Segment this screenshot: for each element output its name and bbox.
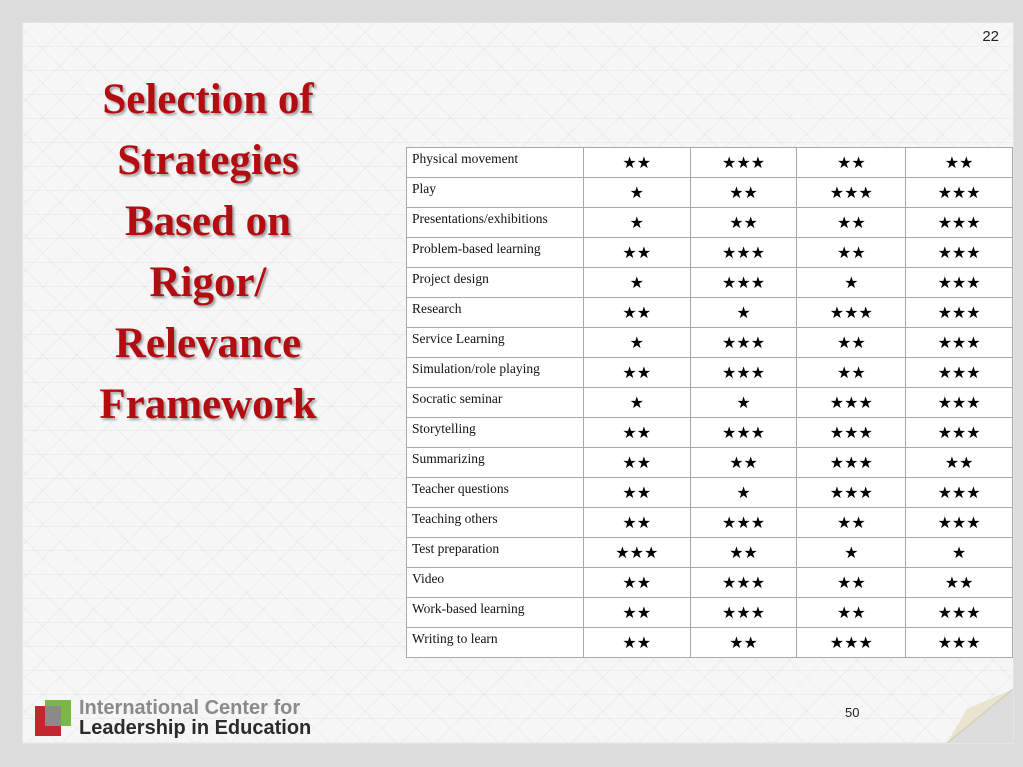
star-rating: ★★ [583, 298, 690, 328]
strategy-name: Physical movement [407, 148, 584, 178]
star-rating: ★ [797, 538, 906, 568]
page-curl-decoration [947, 689, 1013, 743]
star-rating: ★★ [797, 148, 906, 178]
star-rating: ★★★ [906, 178, 1013, 208]
table-row [407, 208, 1013, 238]
star-rating: ★★★ [906, 298, 1013, 328]
star-rating: ★★ [690, 628, 797, 658]
star-rating: ★★ [690, 448, 797, 478]
star-rating: ★★ [797, 328, 906, 358]
table-row [407, 148, 1013, 178]
strategy-name: Test preparation [407, 538, 584, 568]
star-rating: ★★★ [906, 598, 1013, 628]
star-rating: ★★★ [690, 598, 797, 628]
slide [22, 22, 1014, 744]
strategy-name: Problem-based learning [407, 238, 584, 268]
star-rating: ★★★ [797, 388, 906, 418]
star-rating: ★★ [906, 568, 1013, 598]
star-rating: ★★★ [690, 238, 797, 268]
strategy-name: Summarizing [407, 448, 584, 478]
star-rating: ★★ [797, 238, 906, 268]
star-rating: ★★★ [690, 358, 797, 388]
star-rating: ★★ [906, 448, 1013, 478]
icle-logo [35, 699, 355, 739]
star-rating: ★★★ [797, 418, 906, 448]
strategies-table [406, 147, 1013, 658]
title-line: Relevance [114, 320, 302, 367]
strategy-name: Simulation/role playing [407, 358, 584, 388]
table-row [407, 178, 1013, 208]
star-rating: ★ [583, 208, 690, 238]
star-rating: ★★★ [797, 478, 906, 508]
star-rating: ★ [583, 328, 690, 358]
star-rating: ★★★ [690, 568, 797, 598]
star-rating: ★★★ [797, 178, 906, 208]
star-rating: ★ [583, 178, 690, 208]
star-rating: ★★★ [906, 418, 1013, 448]
strategy-name: Project design [407, 268, 584, 298]
title-line: Selection of [102, 76, 314, 123]
strategy-name: Work-based learning [407, 598, 584, 628]
table-row [407, 538, 1013, 568]
strategy-name: Socratic seminar [407, 388, 584, 418]
star-rating: ★★★ [690, 418, 797, 448]
star-rating: ★★ [583, 628, 690, 658]
star-rating: ★★ [583, 508, 690, 538]
star-rating: ★★★ [690, 328, 797, 358]
star-rating: ★★★ [906, 238, 1013, 268]
icle-logo-mark-icon [35, 700, 71, 736]
strategy-name: Teaching others [407, 508, 584, 538]
strategy-name: Writing to learn [407, 628, 584, 658]
title-line: Based on [124, 198, 292, 245]
logo-text-line2: Leadership in Education [79, 717, 312, 739]
star-rating: ★★ [583, 238, 690, 268]
table-row [407, 448, 1013, 478]
table-row [407, 418, 1013, 448]
star-rating: ★★ [583, 478, 690, 508]
star-rating: ★★★ [583, 538, 690, 568]
star-rating: ★★ [583, 418, 690, 448]
star-rating: ★★★ [906, 358, 1013, 388]
star-rating: ★★★ [797, 298, 906, 328]
star-rating: ★★★ [797, 628, 906, 658]
star-rating: ★★ [583, 448, 690, 478]
star-rating: ★★★ [690, 148, 797, 178]
page-number: 50 [845, 705, 860, 720]
star-rating: ★★ [583, 358, 690, 388]
strategy-name: Play [407, 178, 584, 208]
star-rating: ★★ [797, 358, 906, 388]
star-rating: ★★ [797, 568, 906, 598]
strategy-name: Research [407, 298, 584, 328]
strategies-table-body [407, 148, 1013, 658]
logo-text-line1: International Center for [79, 697, 301, 719]
star-rating: ★★★ [906, 388, 1013, 418]
star-rating: ★★★ [690, 268, 797, 298]
slide-corner-number: 22 [982, 28, 999, 45]
table-row [407, 598, 1013, 628]
table-row [407, 268, 1013, 298]
table-row [407, 388, 1013, 418]
star-rating: ★★ [583, 598, 690, 628]
star-rating: ★★★ [690, 508, 797, 538]
table-row [407, 568, 1013, 598]
strategy-name: Teacher questions [407, 478, 584, 508]
table-row [407, 478, 1013, 508]
table-row [407, 238, 1013, 268]
table-row [407, 328, 1013, 358]
strategy-name: Presentations/exhibitions [407, 208, 584, 238]
table-row [407, 628, 1013, 658]
star-rating: ★★★ [906, 208, 1013, 238]
strategy-name: Service Learning [407, 328, 584, 358]
star-rating: ★★★ [906, 478, 1013, 508]
title-line: Strategies [117, 137, 299, 184]
title-line: Rigor/ [149, 259, 267, 306]
star-rating: ★★★ [906, 628, 1013, 658]
star-rating: ★★ [690, 178, 797, 208]
star-rating: ★ [906, 538, 1013, 568]
star-rating: ★★ [583, 568, 690, 598]
star-rating: ★ [583, 388, 690, 418]
title-line: Framework [99, 381, 317, 428]
strategy-name: Video [407, 568, 584, 598]
star-rating: ★★★ [906, 328, 1013, 358]
star-rating: ★★★ [906, 508, 1013, 538]
star-rating: ★★ [690, 208, 797, 238]
table-row [407, 508, 1013, 538]
star-rating: ★★★ [906, 268, 1013, 298]
star-rating: ★★ [797, 598, 906, 628]
star-rating: ★ [690, 478, 797, 508]
star-rating: ★★ [906, 148, 1013, 178]
star-rating: ★★ [583, 148, 690, 178]
slide-title [63, 69, 353, 435]
strategy-name: Storytelling [407, 418, 584, 448]
star-rating: ★★ [797, 508, 906, 538]
star-rating: ★ [690, 298, 797, 328]
star-rating: ★★ [690, 538, 797, 568]
star-rating: ★★★ [797, 448, 906, 478]
table-row [407, 358, 1013, 388]
star-rating: ★★ [797, 208, 906, 238]
star-rating: ★ [797, 268, 906, 298]
star-rating: ★ [583, 268, 690, 298]
table-row [407, 298, 1013, 328]
star-rating: ★ [690, 388, 797, 418]
